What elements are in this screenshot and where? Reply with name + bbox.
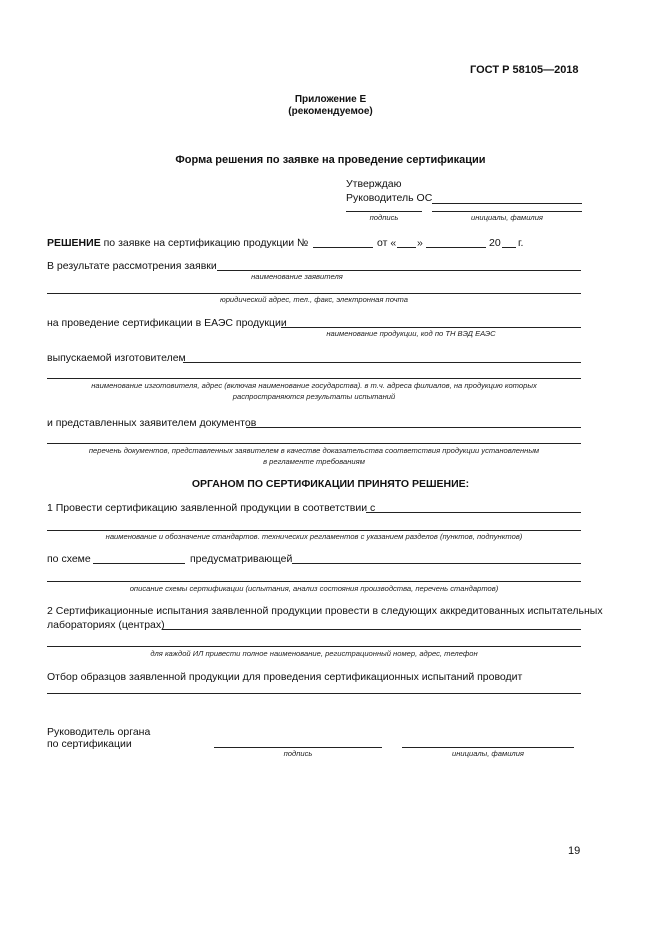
organ-heading: ОРГАНОМ ПО СЕРТИФИКАЦИИ ПРИНЯТО РЕШЕНИЕ: (191, 478, 470, 490)
decision-month-field[interactable] (426, 247, 486, 248)
manufacturer-caption-2: распространяются результаты испытаний (232, 392, 396, 401)
signoff-line1: Руководитель органа (47, 726, 151, 738)
decision-day-field[interactable] (397, 247, 416, 248)
approve-signature-field[interactable] (346, 211, 422, 212)
signoff-initials-field[interactable] (402, 747, 574, 748)
review-label: В результате рассмотрения заявки (47, 260, 217, 272)
scheme-number-field[interactable] (93, 563, 185, 564)
scheme-provides: предусматривающей (190, 553, 293, 565)
approve-word: Утверждаю (346, 178, 402, 190)
manufacturer-field[interactable] (183, 362, 581, 363)
sampling-field[interactable] (47, 693, 581, 694)
decision-close-quote: » (417, 237, 423, 249)
approve-head: Руководитель ОС (346, 192, 433, 204)
applicant-address-field[interactable] (47, 293, 581, 294)
labs-caption: для каждой ИЛ привести полное наименование, регистрационный номер, адрес, телефон (150, 649, 478, 658)
documents-caption-1: перечень документов, представленных заявителем в качестве доказательства соответствия продукции установленным (88, 446, 540, 455)
decision-bold: РЕШЕНИЕ (47, 237, 101, 249)
standards-field[interactable] (47, 530, 581, 531)
sampling-label: Отбор образцов заявленной продукции для проведения сертификационных испытаний проводит (47, 671, 523, 683)
scheme-caption: описание схемы сертификации (испытания, анализ состояния производства, перечень стандартов) (129, 584, 499, 593)
signoff-line2: по сертификации (47, 738, 132, 750)
approve-initials-caption: инициалы, фамилия (471, 213, 543, 222)
decision-from: от « (377, 237, 397, 249)
applicant-address-caption: юридический адрес, тел., факс, электронная почта (219, 295, 408, 304)
decision-year-field[interactable] (502, 247, 516, 248)
applicant-name-caption: наименование заявителя (251, 272, 343, 281)
standard-number: ГОСТ Р 58105—2018 (470, 64, 579, 76)
documents-list-field[interactable] (47, 443, 581, 444)
item1-field[interactable] (366, 512, 581, 513)
approve-initials-field[interactable] (432, 211, 582, 212)
applicant-name-field[interactable] (217, 270, 581, 271)
labs-field[interactable] (162, 629, 581, 630)
decision-line (47, 237, 308, 249)
page-number: 19 (568, 845, 581, 857)
form-title: Форма решения по заявке на проведение сертификации (175, 154, 486, 166)
manufacturer-caption-1: наименование изготовителя, адрес (включая наименование государства). в т.ч. адреса филиалов, на продукцию которых (91, 381, 537, 390)
labs-field-2[interactable] (47, 646, 581, 647)
decision-year-prefix: 20 (489, 237, 501, 249)
documents-label: и представленных заявителем документов (47, 417, 257, 429)
manufacturer-label: выпускаемой изготовителем (47, 352, 186, 364)
documents-field[interactable] (246, 427, 581, 428)
item2-line2: лабораториях (центрах) (47, 619, 165, 631)
decision-text: по заявке на сертификацию продукции № (103, 237, 309, 249)
product-caption: наименование продукции, код по ТН ВЭД ЕАЭС (326, 329, 496, 338)
decision-year-suffix: г. (518, 237, 524, 249)
head-os-field[interactable] (432, 203, 582, 204)
scheme-label: по схеме (47, 553, 91, 565)
item2-line1: 2 Сертификационные испытания заявленной продукции провести в следующих аккредитованных испытательных (47, 605, 603, 617)
signoff-signature-field[interactable] (214, 747, 382, 748)
scheme-description-field-2[interactable] (47, 581, 581, 582)
signoff-initials-caption: инициалы, фамилия (452, 749, 524, 758)
product-field[interactable] (281, 327, 581, 328)
manufacturer-address-field[interactable] (47, 378, 581, 379)
documents-caption-2: в регламенте требованиям (263, 457, 365, 466)
signoff-signature-caption: подпись (283, 749, 313, 758)
eaes-label: на проведение сертификации в ЕАЭС продукции (47, 317, 287, 329)
decision-number-field[interactable] (313, 247, 373, 248)
appendix-subtitle: (рекомендуемое) (288, 106, 373, 117)
approve-signature-caption: подпись (369, 213, 399, 222)
appendix-title: Приложение Е (294, 94, 367, 105)
item1-label: 1 Провести сертификацию заявленной продукции в соответствии с (47, 502, 376, 514)
scheme-description-field[interactable] (292, 563, 581, 564)
standards-caption: наименование и обозначение стандартов. технических регламентов с указанием разделов (пунктов, подпунктов) (105, 532, 523, 541)
